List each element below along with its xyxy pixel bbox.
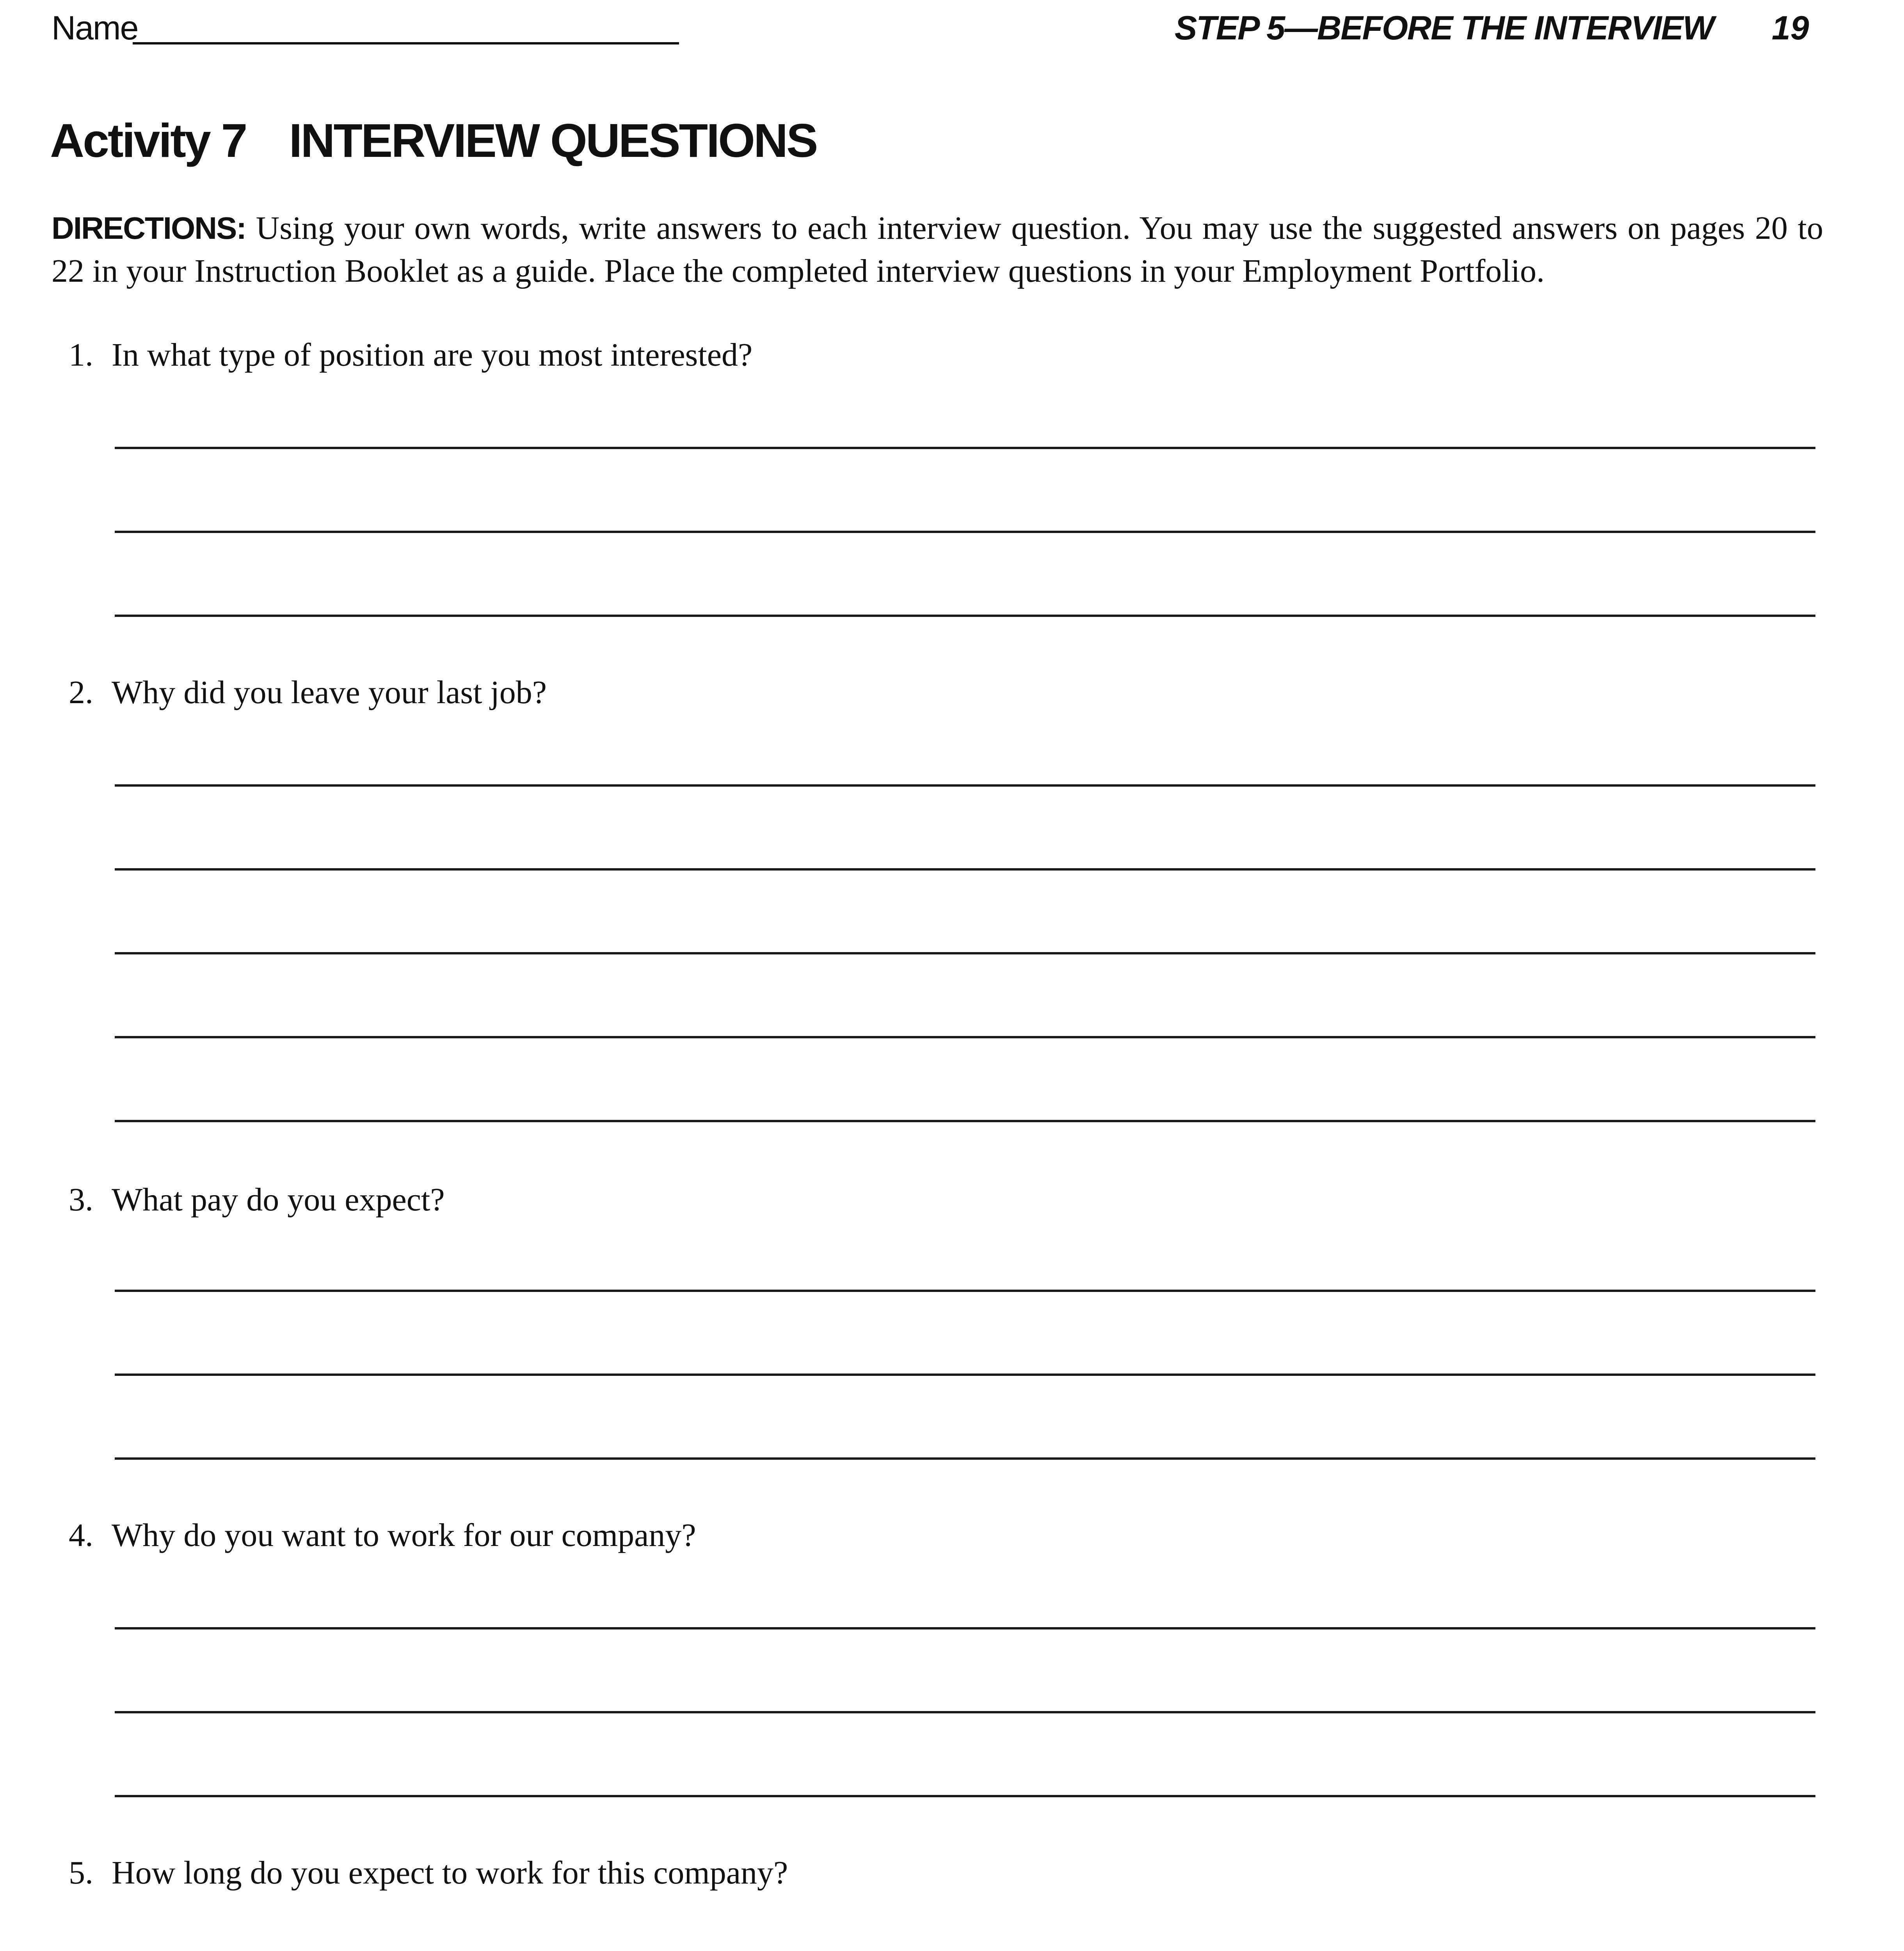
running-head: STEP 5—BEFORE THE INTERVIEW [1175,9,1714,47]
question-text [69,1178,1825,1221]
question-number: 2. [69,674,93,711]
answer-line[interactable] [115,615,1815,617]
answer-line[interactable] [115,1120,1815,1122]
answer-line[interactable] [115,1711,1815,1713]
question-label: Why do you want to work for our company? [112,1517,696,1553]
question-label: How long do you expect to work for this company? [112,1855,788,1891]
question-number: 4. [69,1517,93,1553]
question-4 [69,1514,1825,1557]
question-label: What pay do you expect? [112,1182,445,1218]
answer-line[interactable] [115,1795,1815,1797]
answer-line[interactable] [115,868,1815,871]
directions-text: Using your own words, write answers to each interview question. You may use the suggested answers on pages 20 to 22 in your Instruction Booklet as a guide. Place the completed interview questions in your Employment Portfolio. [52,210,1824,289]
question-3 [69,1178,1825,1221]
answer-line[interactable] [115,447,1815,449]
answer-line[interactable] [115,1290,1815,1292]
answer-line[interactable] [115,1457,1815,1460]
question-number: 1. [69,337,93,373]
question-2 [69,671,1825,714]
question-label: Why did you leave your last job? [112,674,547,711]
question-text [69,1851,1825,1894]
question-number: 3. [69,1182,93,1218]
activity-heading: INTERVIEW QUESTIONS [289,114,817,167]
question-text [69,1514,1825,1557]
name-field-line[interactable] [133,42,679,44]
answer-line[interactable] [115,784,1815,787]
directions-label: DIRECTIONS: [52,211,246,245]
question-5 [69,1851,1825,1894]
answer-line[interactable] [115,952,1815,954]
answer-line[interactable] [115,1036,1815,1038]
page-number: 19 [1772,9,1809,47]
question-1 [69,334,1825,377]
activity-number: Activity 7 [50,114,246,167]
answer-line[interactable] [115,1374,1815,1376]
question-label: In what type of position are you most interested? [112,337,753,373]
question-number: 5. [69,1855,93,1891]
question-text [69,334,1825,377]
answer-line[interactable] [115,531,1815,533]
question-text [69,671,1825,714]
directions [52,207,1823,293]
page-title [50,113,816,168]
answer-line[interactable] [115,1627,1815,1629]
name-label: Name [52,9,138,47]
